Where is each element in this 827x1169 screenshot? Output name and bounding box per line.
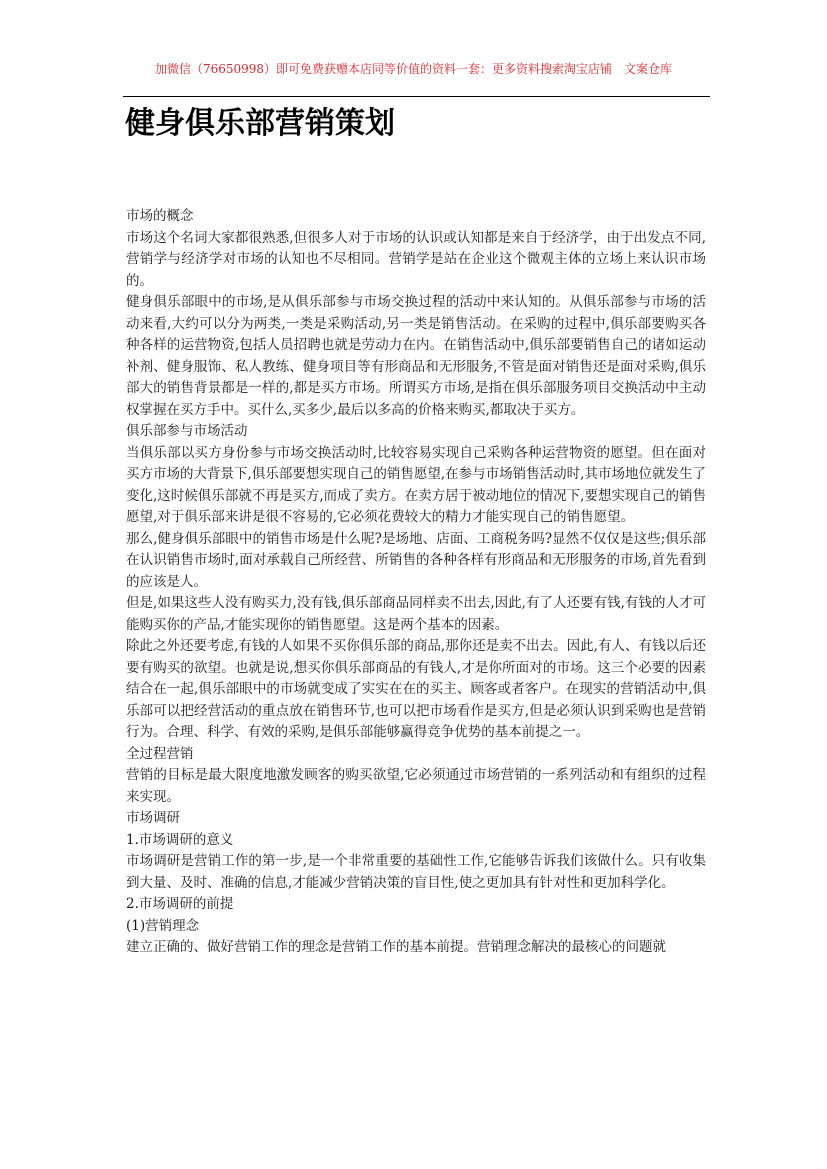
document-title: 健身俱乐部营销策划 (125, 106, 395, 141)
body-paragraph: 但是,如果这些人没有购买力,没有钱,俱乐部商品同样卖不出去,因此,有了人还要有钱,有钱的人才可能购买你的产品,才能实现你的销售愿望。这是两个基本的因素。 (126, 595, 706, 633)
section-heading-full-process-marketing: 全过程营销 (126, 745, 194, 762)
section-heading-market-research: 市场调研 (126, 810, 180, 826)
body-paragraph: 营销的目标是最大限度地激发顾客的购买欲望,它必须通过市场营销的一系列活动和有组织的过程来实现。 (126, 767, 706, 805)
body-paragraph: 市场这个名词大家都很熟悉,但很多人对于市场的认识或认知都是来自于经济学，由于出发点不同,营销学与经济学对市场的认知也不尽相同。营销学是站在企业这个微观主体的立场上来认识市场的。 (126, 229, 706, 289)
subheading-research-significance: 1.市场调研的意义 (126, 831, 234, 848)
section-heading-club-market-activity: 俱乐部参与市场活动 (126, 423, 248, 439)
header-divider (123, 96, 710, 97)
body-paragraph: 那么,健身俱乐部眼中的销售市场是什么呢?是场地、店面、工商税务吗?显然不仅仅是这些;俱乐部在认识销售市场时,面对承载自己所经营、所销售的各种各样有形商品和无形服务的市场,首先看到的应该是人。 (126, 530, 706, 590)
body-paragraph: 除此之外还要考虑,有钱的人如果不买你俱乐部的商品,那你还是卖不出去。因此,有人、有钱以后还要有购买的欲望。也就是说,想买你俱乐部商品的有钱人,才是你所面对的市场。这三个必要的因素结合在一起,俱乐部眼中的市场就变成了实实在在的买主、顾客或者客户。在现实的营销活动中,俱乐部可以把经营活动的重点放在销售环节,也可以把市场看作是买方,但是必须认识到采购也是营销行为。合理、科学、有效的采购,是俱乐部能够赢得竞争优势的基本前提之一。 (126, 638, 706, 740)
document-body (126, 206, 706, 959)
body-paragraph: 健身俱乐部眼中的市场,是从俱乐部参与市场交换过程的活动中来认知的。从俱乐部参与市场的活动来看,大约可以分为两类,一类是采购活动,另一类是销售活动。在采购的过程中,俱乐部要购买各种各样的运营物资,包括人员招聘也就是劳动力在内。在销售活动中,俱乐部要销售自己的诸如运动补剂、健身服饰、私人教练、健身项目等有形商品和无形服务,不管是面对销售还是面对采购,俱乐部大的销售背景都是一样的,都是买方市场。所谓买方市场,是指在俱乐部服务项目交换活动中主动权掌握在买方手中。买什么,买多少,最后以多高的价格来购买,都取决于买方。 (126, 294, 706, 418)
subheading-research-premise: 2.市场调研的前提 (126, 896, 234, 912)
body-paragraph: 市场调研是营销工作的第一步,是一个非常重要的基础性工作,它能够告诉我们该做什么。只有收集到大量、及时、准确的信息,才能减少营销决策的盲目性,使之更加具有针对性和更加科学化。 (126, 853, 706, 891)
header-banner: 加微信（76650998）即可免费获赠本店同等价值的资料一套：更多资料搜索淘宝店铺 文案仓库 (154, 62, 673, 76)
body-paragraph: 建立正确的、做好营销工作的理念是营销工作的基本前提。营销理念解决的最核心的问题就 (126, 939, 666, 955)
body-paragraph: 当俱乐部以买方身份参与市场交换活动时,比较容易实现自己采购各种运营物资的愿望。但在面对买方市场的大背景下,俱乐部要想实现自己的销售愿望,在参与市场销售活动时,其市场地位就发生了变化,这时候俱乐部就不再是买方,而成了卖方。在卖方居于被动地位的情况下,要想实现自己的销售愿望,对于俱乐部来讲是很不容易的,它必须花费较大的精力才能实现自己的销售愿望。 (126, 444, 706, 525)
section-heading-market-concept: 市场的概念 (126, 208, 194, 224)
subheading-marketing-concept: (1)营销理念 (126, 917, 200, 934)
